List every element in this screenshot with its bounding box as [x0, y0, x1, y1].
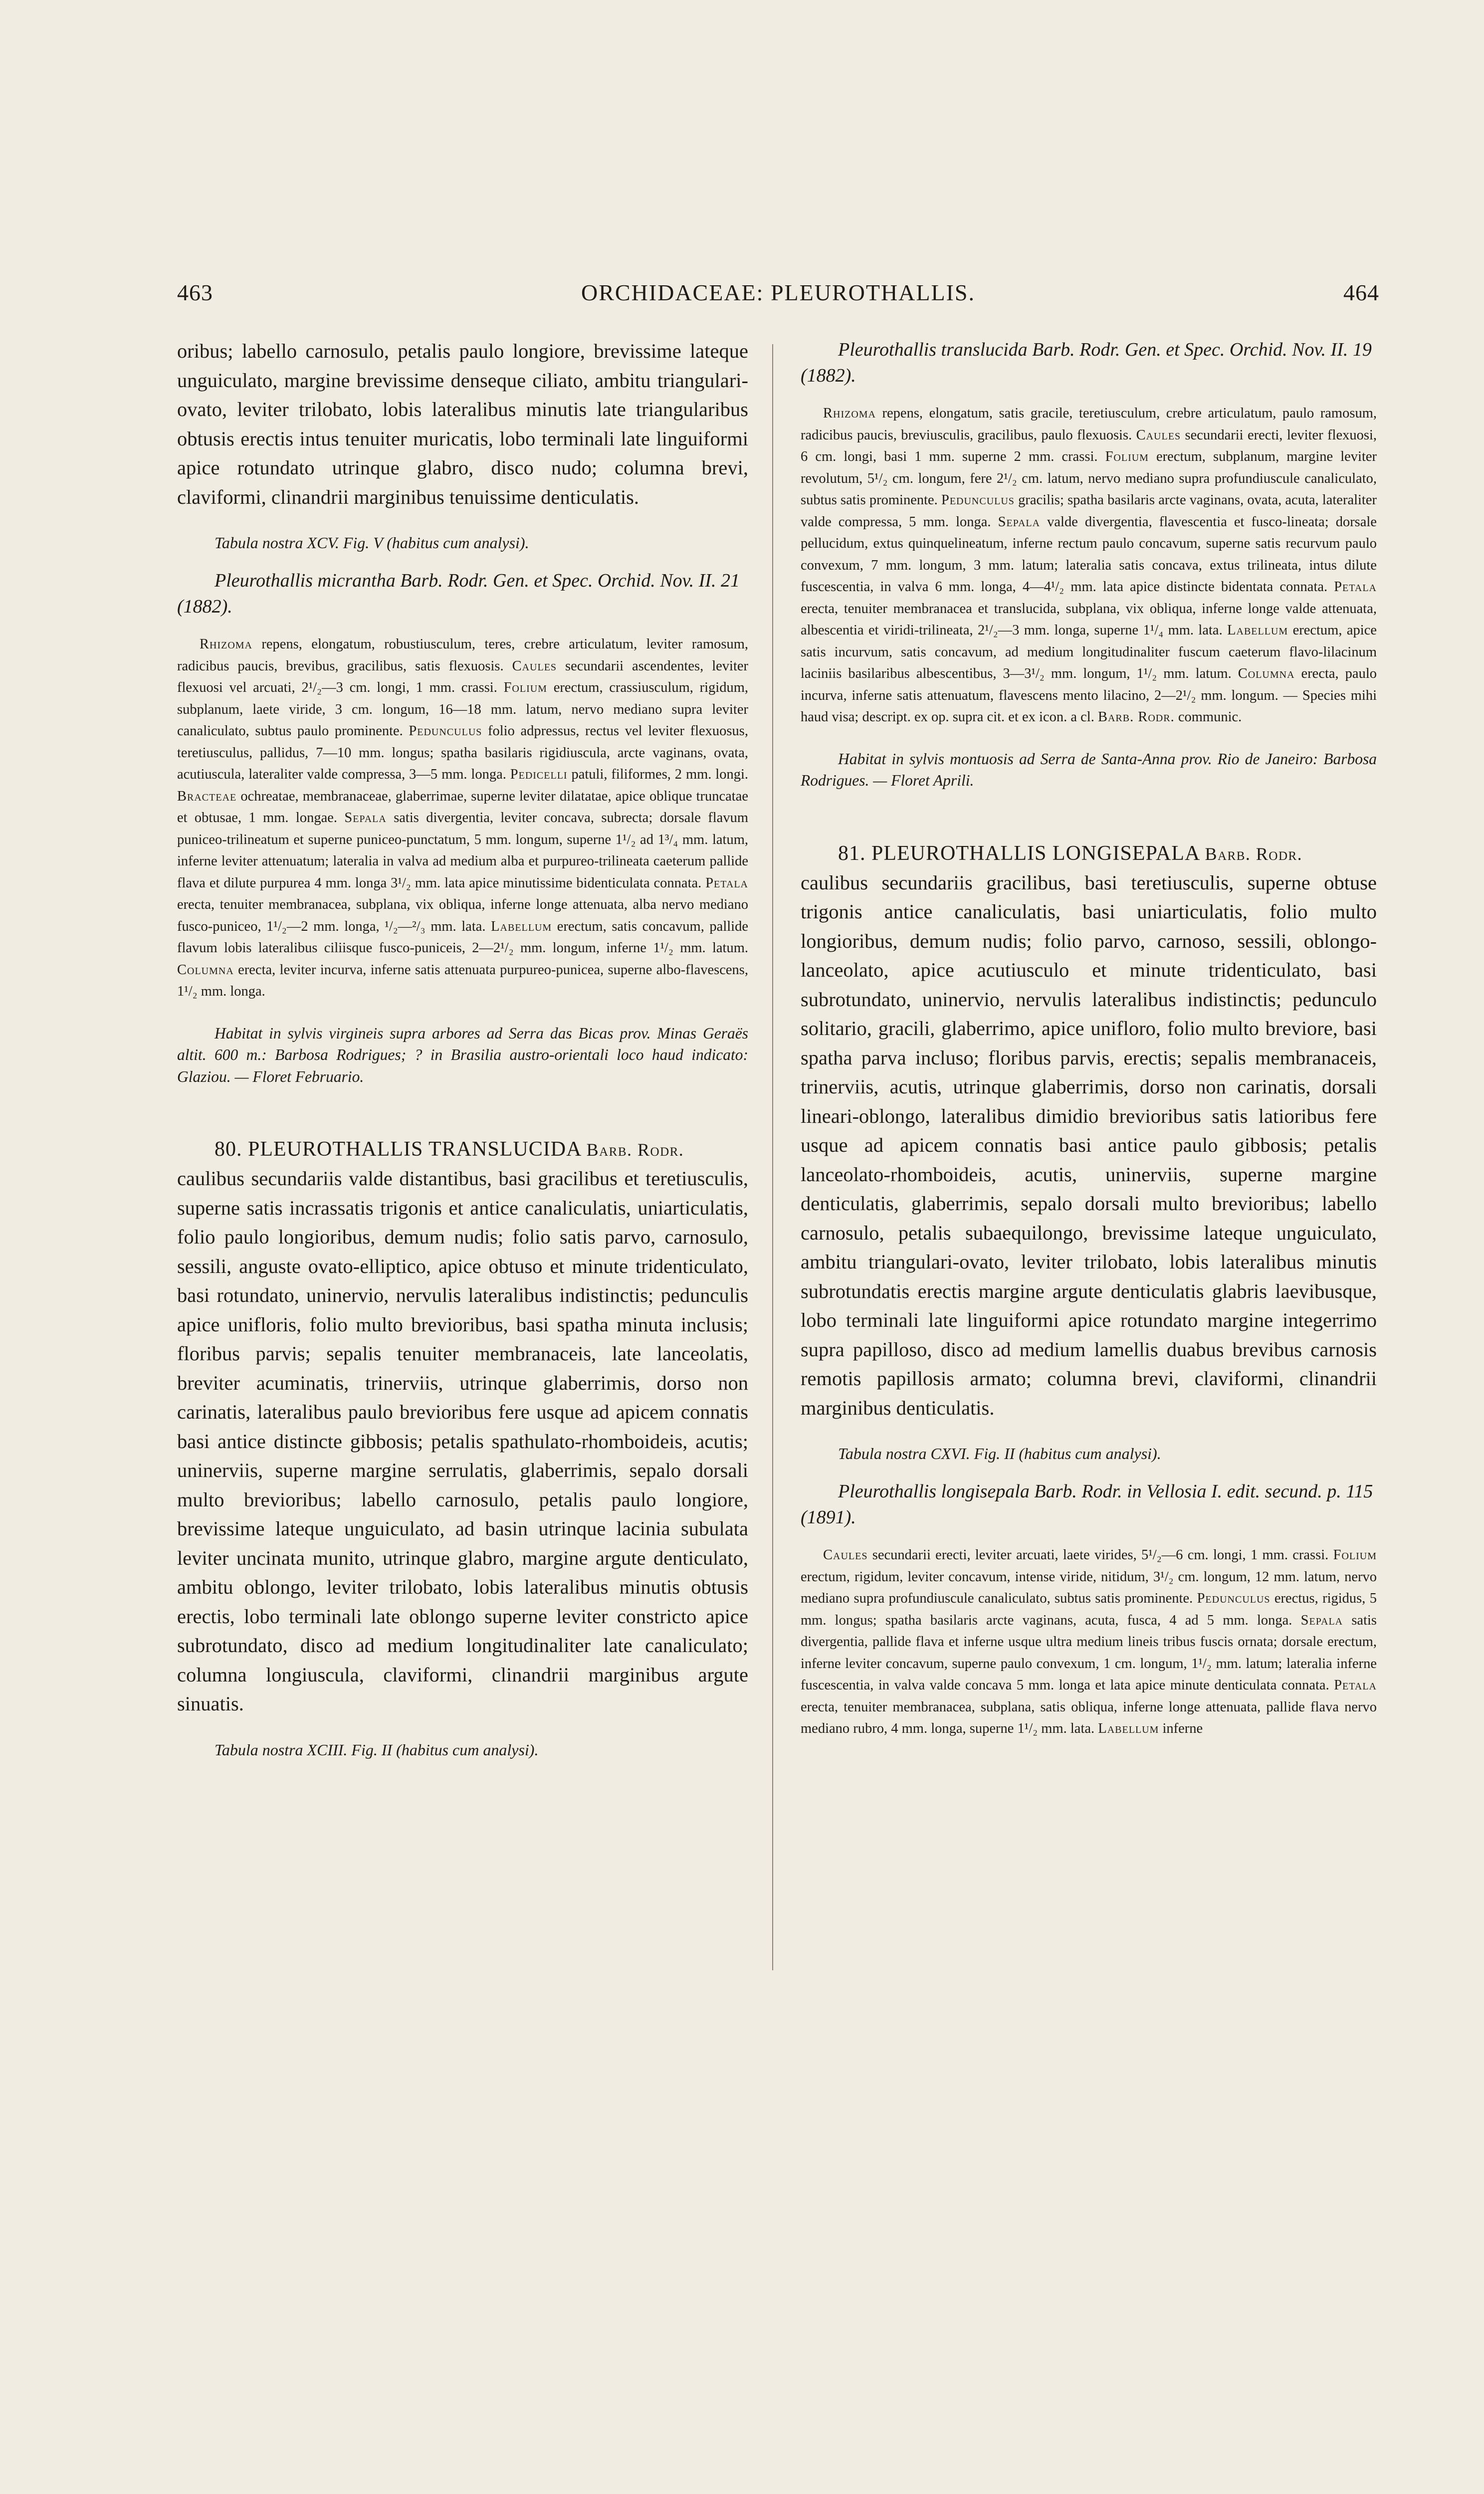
running-header: [177, 279, 1379, 314]
description-text: erecta, paulo incurva, inferne satis attenuatum, flavescens mento lilacino, 2—2¹/₂ mm. longum. — Species mihi haud visa; descript. ex op. supra cit. et ex icon. a cl.: [801, 666, 1377, 725]
species-author: Barb. Rodr.: [586, 1140, 684, 1160]
term-label: Sepala: [344, 810, 387, 826]
description-text: satis divergentia, pallide flava et inferne usque ultra medium lineis tribus fuscis ornata; dorsale erectum, inferne leviter concavum, superne paulo convexum, 1 cm. longum, 1¹/₂ mm. latum; lateralia inferne fuscescentia, in valva valde concava 5 mm. longa et lata apice minute denticulata connata.: [801, 1612, 1377, 1693]
description-text: erectum, subplanum, margine leviter revolutum, 5¹/₂ cm. longum, fere 2¹/₂ cm. latum, nervo mediano supra profundiuscule canaliculato, subtus satis prominente.: [801, 449, 1377, 508]
description-text: folio adpressus, rectus vel leviter flexuosus, teretiusculus, pallidus, 7—10 mm. longus; spatha basilaris rigidiuscula, arcte vaginans, ovata, acutiuscula, lateraliter valde compressa, 3—5 mm. longa.: [177, 723, 748, 782]
author-abbrev: Barb. Rodr.: [1097, 709, 1175, 725]
description-text: erecta, leviter incurva, inferne satis attenuata purpureo-punicea, superne albo-flavescens, 1¹/₂ mm. longa.: [177, 962, 748, 999]
species-description: [801, 1544, 1377, 1740]
species-diagnosis: caulibus secundariis valde distantibus, basi gracilibus et teretiusculis, superne satis incrassatis trigonis et antice canaliculatis, uniarticulatis, folio paulo longioribus, demum nudis; folio satis parvo, carnosulo, sessili, anguste ovato-elliptico, apice obtuso et minute tridenticulato, basi rotundato, uninervio, nervulis lateralibus indistinctis; pedunculis apice unifloris, folio multo brevioribus, basi spatha minuta inclusis; floribus parvis; sepalis tenuiter membranaceis, late lanceolatis, breviter acuminatis, trinerviis, utrinque glaberrimis, dorso non carinatis, lateralibus paulo brevioribus fere usque ad apicem connatis basi antice distincte gibbosis; petalis spathulato-rhomboideis, acutis; uninerviis, superne margine serrulatis, glaberrimis, sepalo dorsali multo brevioribus; labello carnosulo, petalis paulo longiore, brevissime lateque unguiculato, ad basin utrinque lacinia subulata leviter uncinata munito, utrinque glabro, margine argute denticulato, ambitu oblongo, leviter trilobato, lobis lateralibus minutis obtusis erectis, lobo terminali late oblongo superne leviter constricto apice subrotundato, disco ad medium longitudinaliter late canaliculato; columna longiuscula, claviformi, clinandrii marginibus argute sinuatis.: [177, 1167, 748, 1715]
synonym-citation: Pleurothallis translucida Barb. Rodr. Gen. et Spec. Orchid. Nov. II. 19 (1882).: [801, 339, 1372, 386]
term-label: Pedunculus: [409, 723, 482, 739]
description-text: inferne: [1159, 1721, 1203, 1736]
term-label: Petala: [705, 875, 748, 891]
term-label: Pedunculus: [1197, 1591, 1271, 1606]
term-label: Caules: [823, 1547, 868, 1563]
description-text: repens, elongatum, robustiusculum, teres, crebre articulatum, leviter ramosum, radicibus paucis, brevibus, gracilibus, satis flexuosis.: [177, 636, 748, 674]
description-text: ochreatae, membranaceae, glaberrimae, superne leviter dilatatae, apice oblique truncatae et obtusae, 1 mm. longae.: [177, 788, 748, 826]
description-text: erectum, satis concavum, pallide flavum lobis lateralibus ciliisque fusco-puniceis, 2—2¹/₂ mm. longum, inferne 1¹/₂ mm. latum.: [177, 918, 748, 956]
description-text: secundarii ascendentes, leviter flexuosi vel arcuati, 2¹/₂—3 cm. longi, 1 mm. crassi.: [177, 658, 749, 695]
species-number-name: 80. PLEUROTHALLIS TRANSLUCIDA: [214, 1138, 581, 1161]
term-label: Pedicelli: [510, 767, 568, 782]
plate-reference: Tabula nostra CXVI. Fig. II (habitus cum analysi).: [838, 1445, 1161, 1462]
plate-reference: Tabula nostra XCIII. Fig. II (habitus cum analysi).: [214, 1740, 539, 1759]
term-label: Rhizoma: [200, 636, 252, 652]
plate-reference: Tabula nostra XCV. Fig. V (habitus cum analysi).: [214, 534, 529, 552]
description-text: erecta, tenuiter membranacea, subplana, satis obliqua, inferne longe attenuata, pallide flava nervo mediano rubro, 4 mm. longa, superne 1¹/₂ mm. lata.: [801, 1699, 1377, 1736]
term-label: Bracteae: [177, 788, 237, 804]
term-label: Labellum: [491, 918, 552, 934]
species-description: [177, 633, 748, 1003]
left-column: [177, 337, 748, 1761]
description-text: erecta, tenuiter membranacea, subplana, vix obliqua, inferne longe attenuata, alba nervo mediano fusco-puniceo, 1¹/₂—2 mm. longa, ¹/₂—²/₃ mm. lata.: [177, 897, 748, 934]
term-label: Labellum: [1098, 1721, 1159, 1736]
species-author: Barb. Rodr.: [1205, 843, 1303, 864]
species-description: [801, 403, 1377, 728]
term-label: Sepala: [998, 514, 1041, 530]
habitat-note: Habitat in sylvis montuosis ad Serra de Santa-Anna prov. Rio de Janeiro: Barbosa Rodrigues. — Floret Aprili.: [801, 750, 1377, 789]
synonym-citation: Pleurothallis micrantha Barb. Rodr. Gen. et Spec. Orchid. Nov. II. 21 (1882).: [177, 570, 740, 617]
right-page-number: 464: [1343, 280, 1379, 305]
description-text: gracilis; spatha basilaris arcte vaginans, ovata, acuta, lateraliter valde compressa, 5 mm. longa.: [801, 492, 1377, 530]
term-label: Columna: [177, 962, 234, 978]
term-label: Petala: [1334, 579, 1377, 595]
description-text: satis divergentia, leviter concava, subrecta; dorsale flavum puniceo-trilineatum et superne puniceo-punctatum, 5 mm. longum, superne 1¹/₂ ad 1³/₄ mm. latum, inferne leviter attenuatum; lateralia in valva ad medium alba et purpureo-trilineata caeterum pallide flava et dilute purpurea 4 mm. longa 3¹/₂ mm. lata apice minutissime bidenticulata connata.: [177, 810, 748, 891]
description-text: erectum, rigidum, leviter concavum, intense viride, nitidum, 3¹/₂ cm. longum, 12 mm. latum, nervo mediano supra profundiuscule canaliculato, subtus satis prominente.: [801, 1569, 1377, 1606]
term-label: Columna: [1238, 666, 1295, 681]
description-text: valde divergentia, flavescentia et fusco-lineata; dorsale pellucidum, extus quinquelineatum, inferne rectum paulo concavum, superne satis recurvum paulo convexum, 7 mm. longum, 3 mm. latum; lateralia satis concava, extus trilineata, intus dilute fuscescentia, in valva 6 mm. longa, 4—4¹/₂ mm. lata apice distincte bidentata connata.: [801, 514, 1377, 595]
description-text: secundarii erecti, leviter arcuati, laete virides, 5¹/₂—6 cm. longi, 1 mm. crassi.: [867, 1547, 1333, 1563]
left-page-number: 463: [177, 280, 213, 305]
term-label: Rhizoma: [823, 406, 876, 421]
synonym-citation: Pleurothallis longisepala Barb. Rodr. in Vellosia I. edit. secund. p. 115 (1891).: [801, 1481, 1373, 1528]
right-column: [801, 337, 1377, 1740]
term-label: Caules: [1136, 427, 1181, 443]
term-label: Petala: [1334, 1677, 1377, 1693]
species-heading: [177, 1135, 748, 1164]
description-text: erectus, rigidus, 5 mm. longus; spatha basilaris arcte vaginans, acuta, fusca, 4 ad 5 mm. longa.: [801, 1591, 1377, 1628]
habitat-note: Habitat in sylvis virgineis supra arbores ad Serra das Bicas prov. Minas Geraës altit. 600 m.: Barbosa Rodrigues; ? in Brasilia austro-orientali loco haud indicato: Glaziou. — Floret Februario.: [177, 1024, 748, 1085]
term-label: Folium: [1333, 1547, 1377, 1563]
description-text: erectum, crassiusculum, rigidum, subplanum, laete viride, 3 cm. longum, 16—18 mm. latum, nervo mediano supra leviter canaliculato, subtus paulo prominente.: [177, 680, 748, 739]
species-number-name: 81. PLEUROTHALLIS LONGISEPALA: [838, 841, 1199, 865]
description-text: erectum, apice satis incurvum, satis concavum, ad medium longitudinaliter fuscum caeterum flavo-lilacinum laciniis basilaribus albescentibus, 3—3¹/₂ mm. longum, 1¹/₂ mm. latum.: [801, 623, 1377, 681]
species-diagnosis: caulibus secundariis gracilibus, basi teretiusculis, superne obtuse trigonis antice canaliculatis, basi uniarticulatis, folio multo longioribus, demum nudis; folio parvo, carnoso, sessili, oblongo-lanceolato, apice acutiusculo et minute tridenticulato, basi subrotundato, uninervio, nervulis lateralibus indistinctis; pedunculo solitario, gracili, glaberrimo, apice unifloro, folio multo breviore, basi spatha parva incluso; floribus parvis, erectis; sepalis membranaceis, trinerviis, acutis, utrinque glaberrimis, dorso non carinatis, dorsali lineari-oblongo, lateralibus dimidio brevioribus satis latioribus fere usque ad apicem connatis basi antice paulo gibbosis; petalis lanceolato-rhomboideis, acutis, uninerviis, superne margine denticulatis, glaberrimis, sepalo dorsali multo brevioribus; labello carnosulo, petalis subaequilongo, brevissime lateque unguiculato, ambitu triangulari-ovato, leviter trilobato, lobis lateralibus minutis subrotundatis erectis margine argute denticulatis glabris laevibusque, lobo terminali late linguiformi apice rotundato margine integerrimo supra papilloso, disco ad medium lamellis duabus brevibus carnosis remotis papillosis armato; columna brevi, claviformi, clinandrii marginibus denticulatis.: [801, 871, 1377, 1419]
term-label: Caules: [512, 658, 557, 674]
term-label: Labellum: [1227, 623, 1288, 638]
term-label: Folium: [1105, 449, 1149, 464]
term-label: Sepala: [1300, 1612, 1343, 1628]
diagnosis-continued: oribus; labello carnosulo, petalis paulo longiore, brevissime lateque unguiculato, margine brevissime denseque ciliato, ambitu triangulari-ovato, leviter trilobato, lobis lateralibus minutis late triangularibus obtusis erectis intus tenuiter muricatis, lobo terminali late linguiformi apice rotundato utrinque glabro, disco nudo; columna brevi, claviformi, clinandrii marginibus tenuissime denticulatis.: [177, 340, 748, 508]
term-label: Pedunculus: [941, 492, 1015, 508]
species-heading: [801, 839, 1377, 868]
description-text: erecta, tenuiter membranacea et translucida, subplana, vix obliqua, inferne longe valde attenuata, albescentia et viridi-trilineata, 2¹/₂—3 mm. longa, superne 1¹/₄ mm. lata.: [801, 601, 1377, 638]
column-divider: [772, 344, 773, 1970]
running-title: ORCHIDACEAE: PLEUROTHALLIS.: [581, 280, 975, 305]
description-text: communic.: [1174, 709, 1242, 725]
description-text: secundarii erecti, leviter flexuosi, 6 cm. longi, basi 1 mm. superne 2 mm. crassi.: [801, 427, 1377, 464]
description-text: patuli, filiformes, 2 mm. longi.: [567, 767, 749, 782]
term-label: Folium: [503, 680, 547, 695]
description-text: repens, elongatum, satis gracile, teretiusculum, crebre articulatum, paulo ramosum, radicibus paucis, breviusculis, gracilibus, paulo flexuosis.: [801, 406, 1377, 443]
